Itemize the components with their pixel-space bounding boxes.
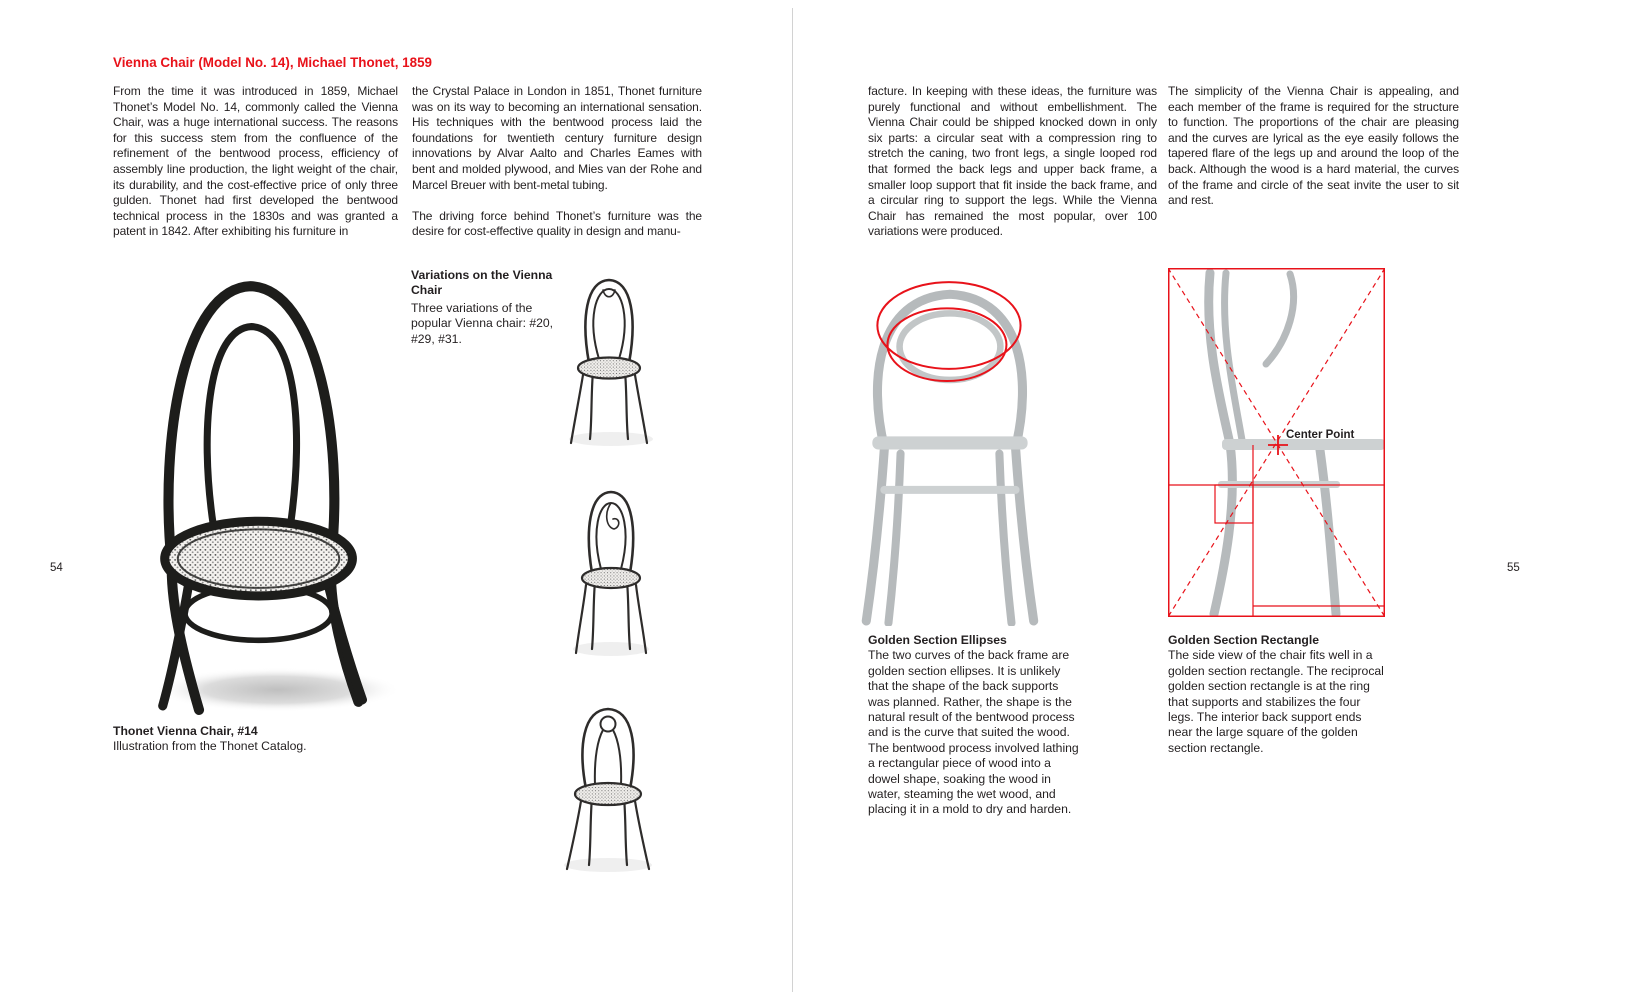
variation-chair-29-illustration	[565, 479, 657, 663]
body-column-3	[868, 84, 1157, 240]
article-title: Vienna Chair (Model No. 14), Michael Thonet, 1859	[113, 55, 432, 70]
chair-stretcher-bar	[880, 486, 1019, 494]
body-column-2	[412, 84, 702, 240]
ellipses-caption-title: Golden Section Ellipses	[868, 633, 1007, 647]
main-chair-figure	[108, 266, 396, 754]
rectangle-caption-text: The side view of the chair fits well in a golden section rectangle. The reciprocal golden section rectangle is at the ring that supports and stabilizes the four legs. The interior back support ends near the large square of the golden section rectangle.	[1168, 648, 1384, 755]
chair-seat-bar	[872, 436, 1027, 449]
body-column-4	[1168, 84, 1459, 209]
chair-back-hoop-front	[877, 294, 1022, 447]
chair-inner-loop-front	[900, 313, 1001, 380]
page-gutter-divider	[792, 8, 793, 992]
variation-chair-31-illustration	[553, 697, 663, 877]
ellipses-caption	[868, 633, 1083, 818]
chair-inner-loop	[593, 289, 624, 359]
variations-caption-text: Three variations of the popular Vienna chair: #20, #29, #31.	[411, 300, 554, 346]
variations-caption-title: Variations on the Vienna Chair	[411, 268, 553, 298]
golden-section-ellipses-figure	[852, 268, 1054, 631]
page-number-left: 54	[50, 562, 63, 574]
chair-shadow	[564, 858, 652, 872]
chair-caned-seat	[582, 568, 640, 588]
golden-section-rectangle-diagram	[1168, 268, 1385, 617]
main-chair-caption	[113, 724, 393, 755]
variation-chair-20-illustration	[558, 267, 660, 453]
chair-inner-loop	[207, 327, 296, 525]
chair-inner-loop	[596, 503, 625, 569]
paragraph: facture. In keeping with these ideas, the furniture was purely functional and without embellishment. The Vienna Chair could be shipped knocked down in only six parts: a circular seat with a compression ring to stretch the caning, two front legs, a single looped rod that formed the back legs and upper back frame, a smaller loop support that fit inside the back frame, and a circular ring to support the legs. While the Vienna Chair has remained the most popular, over 100 variations were produced.	[868, 84, 1157, 239]
golden-section-rectangle-figure	[1168, 268, 1385, 622]
variation-chair-31-figure	[553, 697, 663, 882]
chair-shadow	[573, 642, 649, 656]
chair-caned-seat	[578, 358, 640, 379]
variation-chair-29-figure	[565, 479, 657, 668]
chair-shadow	[569, 432, 653, 446]
thonet-chair-illustration	[108, 266, 396, 718]
rectangle-caption-title: Golden Section Rectangle	[1168, 633, 1320, 647]
chair-front-leg-side	[1320, 450, 1336, 614]
rectangle-caption	[1168, 633, 1384, 756]
paragraph: The simplicity of the Vienna Chair is appealing, and each member of the frame is required for the structure to function. The proportions of the chair are pleasing and the curves are lyrical as the eye easily follows the tapered flare of the legs up and around the loop of the back. Although the wood is a hard material, the curves of the frame and circle of the seat invite the user to sit and rest.	[1168, 84, 1459, 208]
center-point-label: Center Point	[1286, 429, 1355, 441]
paragraph: the Crystal Palace in London in 1851, Thonet furniture was on its way to becoming an international sensation. His techniques with the bentwood process laid the foundations for twentieth century furniture design innovations by Alvar Aalto and Charles Eames with bent and molded plywood, and Mies van der Rohe and Marcel Breuer with bent-metal tubing.	[412, 84, 702, 192]
body-column-1	[113, 84, 398, 240]
chair-caned-seat	[575, 783, 641, 805]
chair-front-legs	[888, 454, 1011, 623]
chair-back-support-curl	[1266, 274, 1294, 364]
chair-back-hoop	[582, 709, 633, 789]
paragraph: The driving force behind Thonet’s furniture was the desire for cost-effective quality in design and manu-	[412, 208, 702, 239]
page-number-right: 55	[1507, 562, 1520, 574]
golden-ellipse-inner	[887, 308, 1006, 381]
main-chair-caption-text: Illustration from the Thonet Catalog.	[113, 739, 307, 754]
paragraph: From the time it was introduced in 1859, Michael Thonet’s Model No. 14, commonly called the Vienna Chair, was a huge international success. The reasons for this success stem from the confluence of the refinement of the bentwood process, efficiency of assembly line production, the light weight of the chair, its durability, and the cost-effective price of only three gulden. Thonet had first developed the bentwood technical process in the 1830s and was granted a patent in 1842. After exhibiting his furniture in	[113, 84, 398, 239]
variation-chair-20-figure	[558, 267, 660, 458]
chair-back-hoop	[169, 286, 359, 710]
variations-caption	[411, 268, 566, 347]
chair-back-supports	[595, 730, 621, 785]
chair-caned-seat	[165, 521, 353, 596]
golden-section-ellipses-diagram	[852, 268, 1054, 626]
main-chair-caption-title: Thonet Vienna Chair, #14	[113, 724, 258, 738]
ellipses-caption-text: The two curves of the back frame are golden section ellipses. It is unlikely that the shape of the back supports was planned. Rather, the shape is the natural result of the bentwood process and is the curve that suited the wood. The bentwood process involved lathing a rectangular piece of wood into a dowel shape, soaking the wood in water, steaming the wet wood, and placing it in a mold to dry and harden.	[868, 648, 1079, 817]
